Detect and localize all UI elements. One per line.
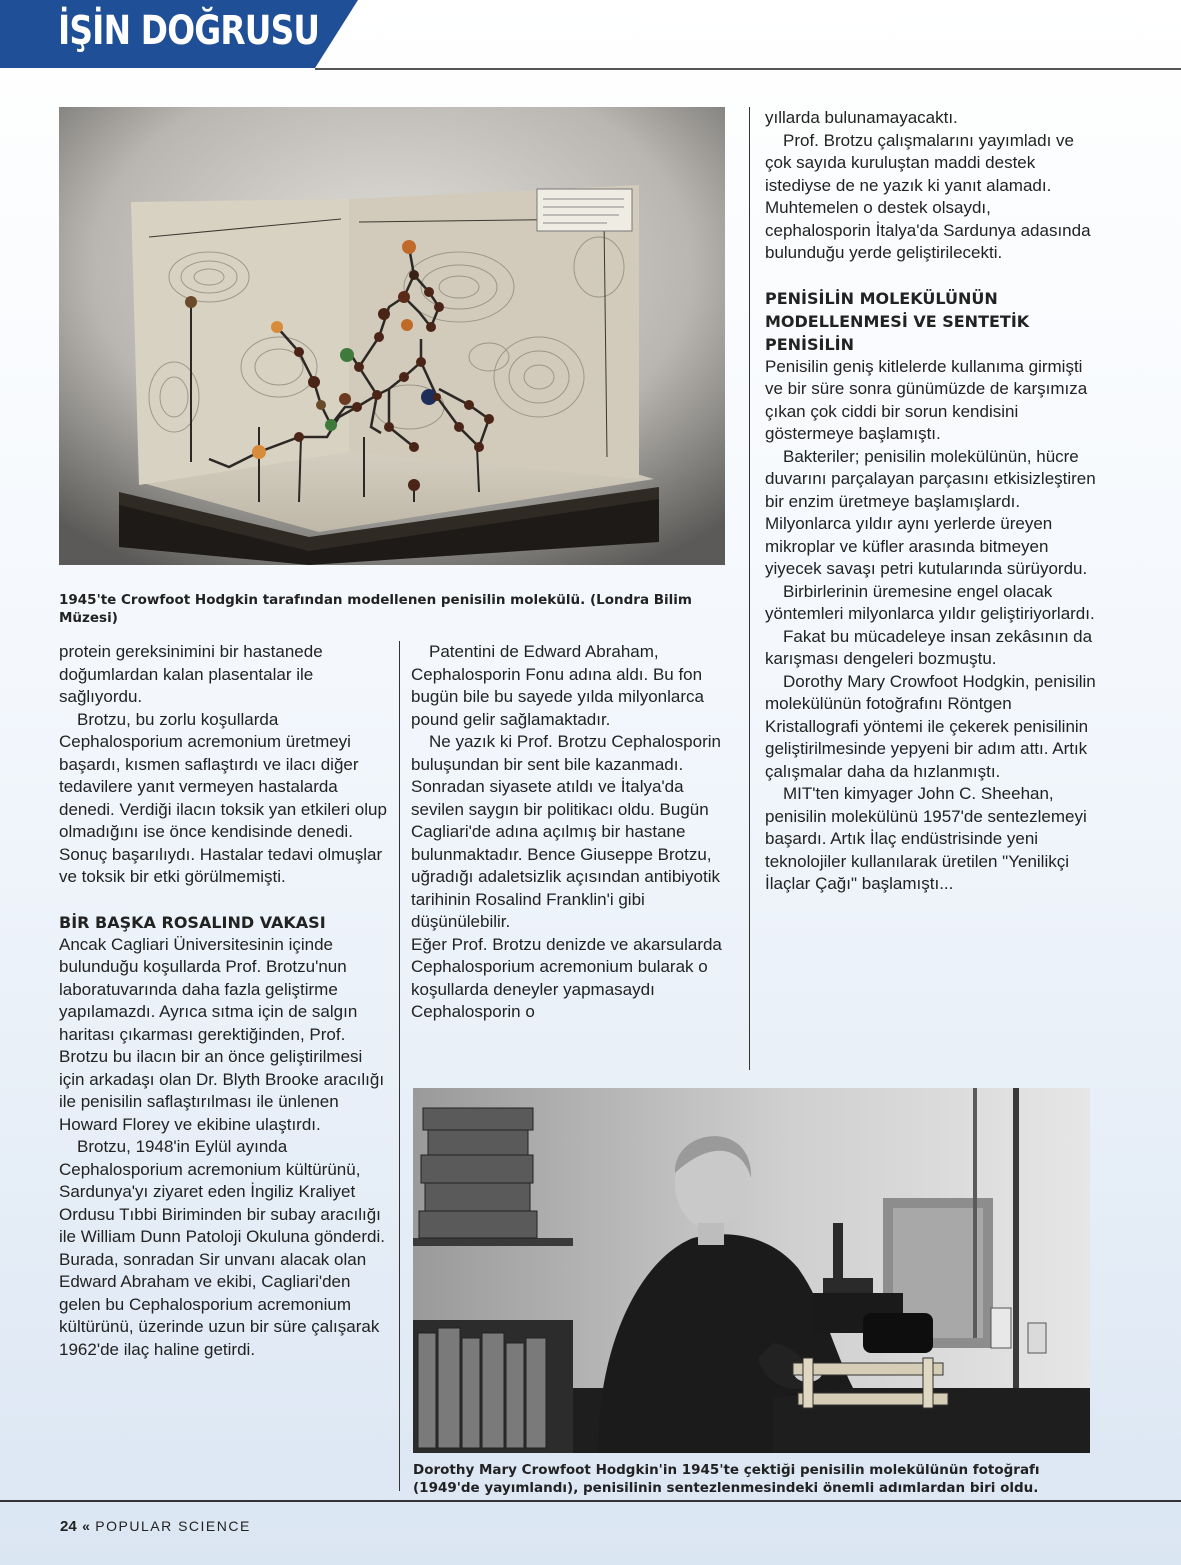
page-footer [60, 1518, 251, 1535]
magazine-name: POPULAR SCIENCE [95, 1518, 251, 1534]
section-heading-rosalind: BİR BAŞKA ROSALIND VAKASI [59, 912, 326, 932]
left-paragraph-5: Burada, sonradan Sir unvanı alacak olan Edward Abraham ve ekibi, Cagliari'den gelen bu Cephalosporium acremonium kültürünü, üzerinde uzun bir süre çalışarak 1962'de ilaç haline getirdi. [59, 1249, 380, 1359]
left-paragraph-1: protein gereksinimini bir hastanede doğumlardan kalan plasentalar ile sağlıyordu. [59, 642, 323, 706]
right-paragraph-4: Bakteriler; penisilin molekülünün, hücre duvarını parçalayan parçasını etkisizleştiren bir enzim üretmeye başlamışlardı. Milyonlarca yıldır aynı yerlerde üreyen mikroplar ve küfler arasında bitmeyen yiyecek savaşı petri kutularında sürüyordu. [765, 446, 1096, 578]
section-title: İŞİN DOĞRUSU [58, 8, 320, 54]
page-number: 24 [60, 1518, 77, 1535]
right-paragraph-2: Prof. Brotzu çalışmalarını yayımladı ve çok sayıda kuruluştan maddi destek istediyse de ne yazık ki yanıt alamadı. Muhtemelen o destek olsaydı, cephalosporin İtalya'da Sardunya adasında bulunduğu yerde geliştirilecekti. [765, 130, 1091, 262]
left-paragraph-2: Brotzu, bu zorlu koşullarda Cephalosporium acremonium üretmeyi başardı, kısmen saflaştırdı ve ilacı diğer tedavilere yanıt vermeyen hastalarda denedi. Verdiği ilacın toksik yan etkileri olup olmadığını ise önce kendisinde denedi. Sonuç başarılıydı. Hastalar tedavi olmuşlar ve toksik bir etki görülmemişti. [59, 709, 387, 886]
right-paragraph-6: Fakat bu mücadeleye insan zekâsının da karışması dengeleri bozmuştu. [765, 626, 1093, 668]
hodgkin-photo [413, 1088, 1090, 1453]
left-column [59, 641, 389, 1361]
header-rule [315, 68, 1181, 70]
middle-paragraph-1: Patentini de Edward Abraham, Cephalosporin Fonu adına aldı. Bu fon bugün bile bu sayede yılda milyonlarca pound gelir sağlamaktadır. [411, 642, 704, 729]
right-paragraph-1: yıllarda bulunamayacaktı. [765, 108, 958, 127]
column-divider-right [749, 107, 750, 1070]
footer-separator: « [82, 1518, 90, 1534]
bottom-photo-caption: Dorothy Mary Crowfoot Hodgkin'in 1945'te çektiği penisilin molekülünün fotoğrafı (1949'de yayımlandı), penisilinin sentezlenmesindeki önemli adımlardan biri oldu. [413, 1462, 1040, 1496]
right-column [765, 107, 1101, 896]
middle-paragraph-2: Ne yazık ki Prof. Brotzu Cephalosporin buluşundan bir sent bile kazanmadı. Sonradan siyasete atıldı ve İtalya'da sevilen saygın bir politikacı oldu. Bugün Cagliari'de adına açılmış bir hastane bulunmaktadır. Bence Giuseppe Brotzu, uğradığı adaletsizlik açısından antibiyotik tarihinin Rosalind Franklin'i gibi düşünülebilir. [411, 732, 721, 931]
right-paragraph-8: MIT'ten kimyager John C. Sheehan, penisilin molekülünü 1957'de sentezlemeyi başardı. Artık İlaç endüstrisinde yeni teknolojiler kullanılarak üretilen "Yenilikçi İlaçlar Çağı" başlamıştı... [765, 784, 1087, 893]
top-photo-caption: 1945'te Crowfoot Hodgkin tarafından modellenen penisilin molekülü. (Londra Bilim Müzesi) [59, 592, 692, 626]
footer-rule [0, 1500, 1181, 1502]
right-paragraph-3: Penisilin geniş kitlelerde kullanıma girmişti ve bir süre sonra günümüzde de karşımıza çıkan çok ciddi bir sorun kendisini göstermeye başlamıştı. [765, 356, 1088, 443]
right-paragraph-7: Dorothy Mary Crowfoot Hodgkin, penisilin molekülünün fotoğrafını Röntgen Kristallografi yöntemi ile çekerek penisilinin geliştirilmesinde yepyeni bir adım attı. Artık çalışmalar daha da hızlanmıştı. [765, 671, 1096, 781]
middle-column [411, 641, 739, 1024]
column-divider-left [399, 641, 400, 1491]
left-paragraph-3: Ancak Cagliari Üniversitesinin içinde bulunduğu koşullarda Prof. Brotzu'nun laboratuvarında daha fazla geliştirme yapılamazdı. Ayrıca sıtma için de salgın haritası çıkarması gerektiğinden, Prof. Brotzu bu ilacın bir an önce geliştirilmesi için arkadaşı olan Dr. Blyth Brooke aracılığı ile penisilin saflaştırılması ile ünlenen Howard Florey ve ekibine ulaştırdı. [59, 934, 385, 1134]
left-paragraph-4: Brotzu, 1948'in Eylül ayında Cephalosporium acremonium kültürünü, Sardunya'yı ziyaret eden İngiliz Kraliyet Ordusu Tıbbi Biriminden bir subay aracılığı ile William Dunn Patoloji Okuluna gönderdi. [59, 1137, 385, 1246]
right-paragraph-5: Birbirlerinin üremesine engel olacak yöntemleri milyonlarca yıldır geliştiriyorlardı. [765, 581, 1095, 623]
penicillin-model-photo [59, 107, 725, 565]
middle-paragraph-3: Eğer Prof. Brotzu denizde ve akarsularda Cephalosporium acremonium bularak o koşullarda deneyler yapmasaydı Cephalosporin o [411, 934, 722, 1021]
section-heading-penicillin: PENİSİLİN MOLEKÜLÜNÜN MODELLENMESİ VE SENTETİK PENİSİLİN [765, 288, 1030, 354]
